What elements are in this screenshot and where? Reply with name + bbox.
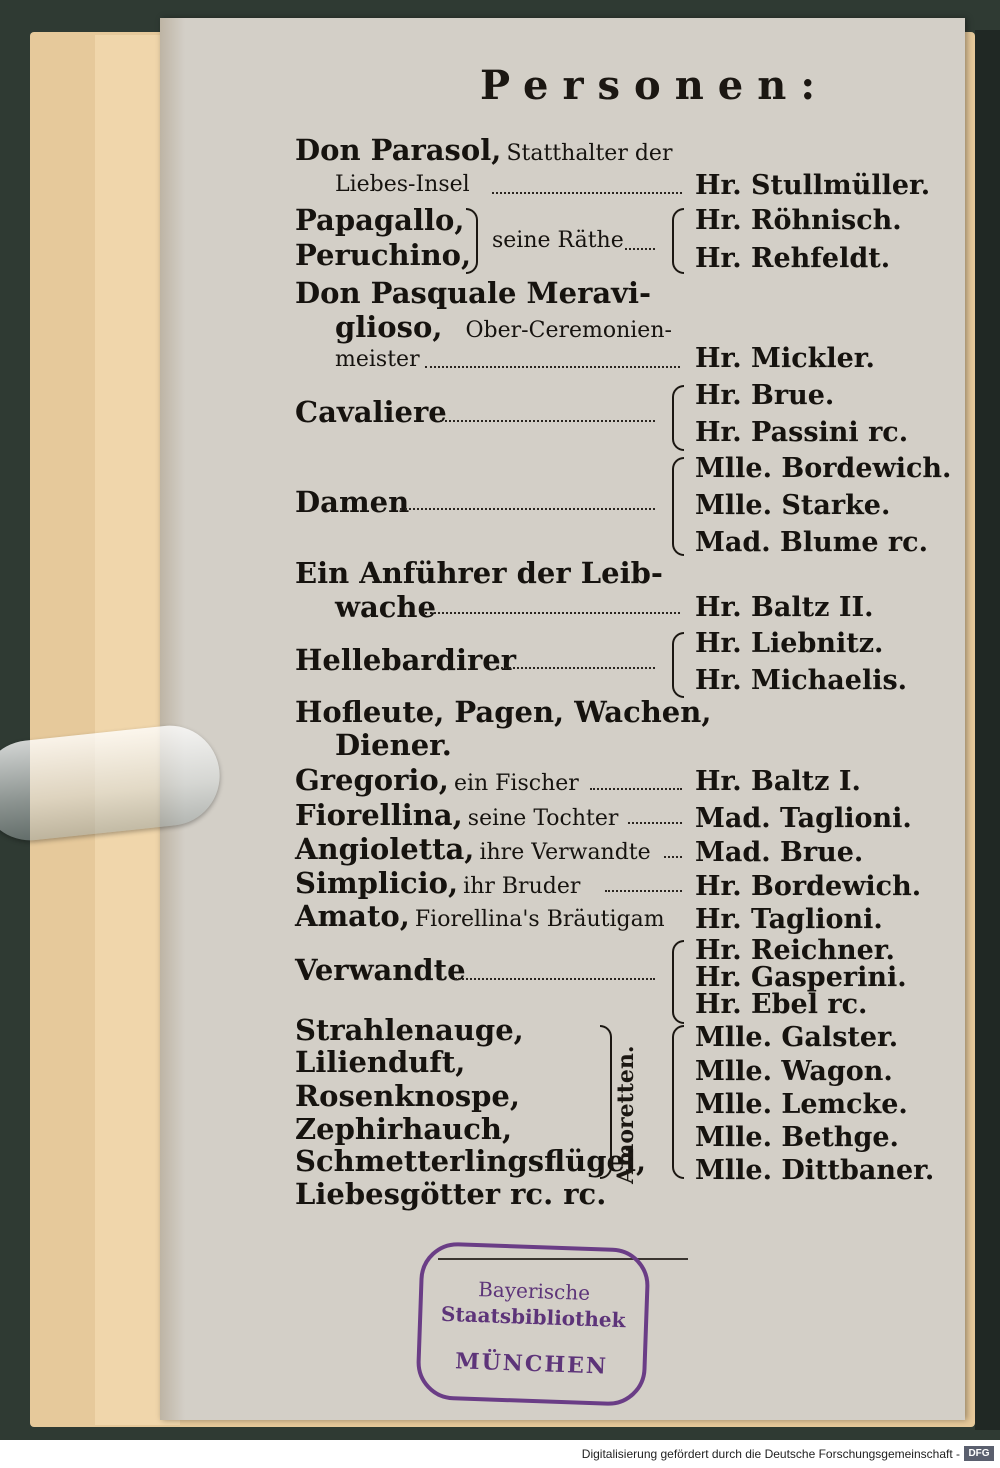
dot-leader [425, 612, 680, 614]
role-desc: Ober-Ceremonien- [465, 318, 672, 343]
role-desc-continued: meister [335, 347, 420, 372]
actor-name: Hr. Brue. [695, 380, 835, 411]
actor-name: Mlle. Galster. [695, 1022, 899, 1053]
left-brace [672, 1025, 684, 1179]
actor-name: Mlle. Wagon. [695, 1056, 893, 1087]
cast-entry-amato [295, 899, 665, 933]
dot-leader [440, 420, 655, 422]
role-name: Ein Anführer der Leib- [295, 556, 663, 590]
actor-name: Hr. Ebel rc. [695, 989, 868, 1020]
dot-leader [400, 508, 655, 510]
role-name: Rosenknospe, [295, 1079, 520, 1113]
dot-leader [625, 248, 655, 250]
actor-name: Hr. Gasperini. [695, 962, 907, 993]
actor-name: Mad. Taglioni. [695, 803, 912, 834]
dot-leader [590, 788, 682, 790]
role-name: Zephirhauch, [295, 1112, 513, 1146]
role-desc: ein Fischer [453, 771, 579, 796]
actor-name: Mlle. Bordewich. [695, 453, 952, 484]
actor-name: Hr. Taglioni. [695, 904, 883, 935]
role-name: Cavaliere [295, 395, 447, 429]
role-name-continued: wache [335, 590, 436, 624]
role-name: Amato, [295, 899, 410, 933]
left-brace [672, 632, 684, 698]
role-name: Don Parasol, [295, 133, 502, 167]
role-desc: seine Tochter [467, 806, 619, 831]
role-desc-continued: Liebes-Insel [335, 172, 470, 197]
role-name: Lilienduft, [295, 1045, 466, 1079]
dot-leader [455, 978, 655, 980]
role-name: Verwandte [295, 953, 466, 987]
role-name: Damen [295, 485, 410, 519]
library-stamp [415, 1241, 650, 1407]
dot-leader [497, 667, 655, 669]
dot-leader [492, 192, 682, 194]
book-binding [975, 30, 1000, 1430]
role-desc: Fiorellina's Bräutigam [414, 907, 665, 932]
dot-leader [628, 822, 682, 824]
role-name-continued: Diener. [335, 728, 452, 762]
actor-name: Hr. Bordewich. [695, 871, 922, 902]
actor-name: Hr. Baltz II. [695, 592, 874, 623]
footer-credit: Digitalisierung gefördert durch die Deutsche Forschungsgemeinschaft - [581, 1447, 960, 1461]
role-name: glioso, [335, 310, 443, 344]
cast-entry-fiorellina [295, 798, 618, 832]
cast-entry-parasol [295, 133, 672, 167]
left-brace [672, 457, 684, 556]
left-brace [672, 208, 684, 274]
role-desc: Statthalter der [506, 141, 673, 166]
actor-name: Hr. Mickler. [695, 343, 875, 374]
role-name: Gregorio, [295, 763, 449, 797]
gutter-shadow [160, 18, 185, 1420]
left-brace [672, 940, 684, 1024]
actor-name: Hr. Baltz I. [695, 766, 861, 797]
role-desc: ihr Bruder [463, 874, 581, 899]
actor-name: Mlle. Dittbaner. [695, 1155, 935, 1186]
stamp-line: Bayerische [477, 1277, 591, 1305]
role-name: Schmetterlingsflügel, [295, 1144, 647, 1178]
role-name: Simplicio, [295, 866, 459, 900]
dot-leader [664, 856, 682, 858]
role-name: Hellebardirer [295, 643, 516, 677]
role-name: Angioletta, [295, 832, 475, 866]
cast-entry-simplicio [295, 866, 580, 900]
actor-name: Hr. Michaelis. [695, 665, 908, 696]
right-brace [466, 208, 478, 274]
role-name: Don Pasquale Meravi- [295, 276, 652, 310]
actor-name: Mlle. Lemcke. [695, 1089, 908, 1120]
dot-leader [605, 890, 682, 892]
page-title: Personen: [480, 62, 830, 109]
cast-entry-pasquale [335, 310, 672, 344]
cast-entry-gregorio [295, 763, 579, 797]
actor-name: Mlle. Starke. [695, 490, 891, 521]
actor-name: Mad. Brue. [695, 837, 864, 868]
stamp-line: Staatsbibliothek [440, 1301, 626, 1333]
stamp-line: MÜNCHEN [454, 1348, 609, 1380]
role-desc: ihre Verwandte [479, 840, 651, 865]
dot-leader [425, 366, 680, 368]
role-name: Liebesgötter rc. rc. [295, 1177, 607, 1211]
left-brace [672, 385, 684, 451]
footer-bar [0, 1440, 1000, 1468]
role-name: Strahlenauge, [295, 1013, 524, 1047]
actor-name: Hr. Reichner. [695, 935, 895, 966]
role-name: Fiorellina, [295, 798, 463, 832]
actor-name: Hr. Liebnitz. [695, 628, 884, 659]
cast-entry-angioletta [295, 832, 651, 866]
actor-name: Mad. Blume rc. [695, 527, 928, 558]
actor-name: Hr. Stullmüller. [695, 170, 931, 201]
role-name: Peruchino, [295, 238, 472, 272]
actor-name: Hr. Röhnisch. [695, 205, 902, 236]
dfg-logo-icon: DFG [964, 1446, 994, 1461]
actor-name: Mlle. Bethge. [695, 1122, 899, 1153]
group-label: seine Räthe [492, 228, 624, 253]
actor-name: Hr. Passini rc. [695, 417, 909, 448]
group-label-amoretten: Amoretten. [613, 1045, 639, 1185]
role-name: Papagallo, [295, 203, 465, 237]
role-name: Hofleute, Pagen, Wachen, [295, 695, 712, 729]
actor-name: Hr. Rehfeldt. [695, 243, 891, 274]
